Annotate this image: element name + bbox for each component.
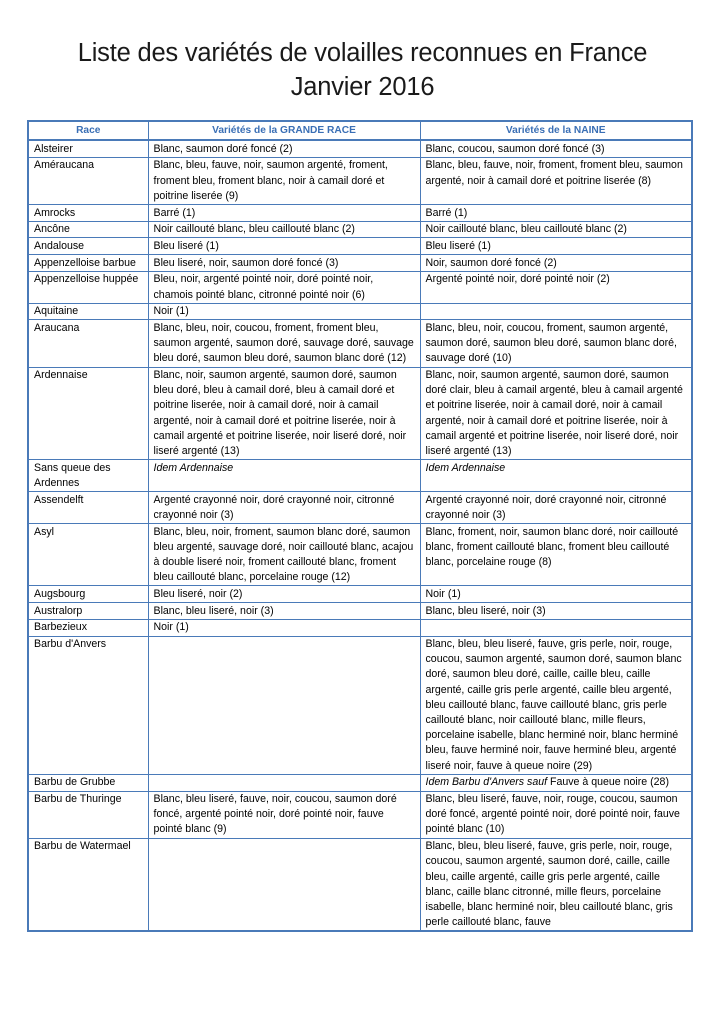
- table-row: [28, 205, 692, 222]
- cell-grande: [148, 774, 420, 791]
- cell-naine: [420, 303, 692, 320]
- table-row: [28, 524, 692, 586]
- table-row: [28, 492, 692, 524]
- cell-race: Augsbourg: [28, 586, 148, 603]
- cell-grande: Barré (1): [148, 205, 420, 222]
- cell-naine-suffix: Fauve à queue noire (28): [547, 776, 669, 789]
- cell-naine: Blanc, noir, saumon argenté, saumon doré, saumon doré clair, bleu à camail argenté, bleu à camail argenté et poitrine liserée, noir à camail doré, noir à camail argenté, noir à camail doré et poitrine liserée, noir à camail argenté et poitrine liserée, noir liseré doré, noir liseré argenté (13): [420, 367, 692, 460]
- table-row: [28, 774, 692, 791]
- cell-race: Appenzelloise huppée: [28, 271, 148, 303]
- cell-grande: Blanc, saumon doré foncé (2): [148, 140, 420, 157]
- cell-grande: Blanc, bleu liseré, fauve, noir, coucou, saumon doré foncé, argenté pointé noir, doré pointé noir, fauve pointé blanc (9): [148, 791, 420, 838]
- cell-naine: Noir, saumon doré foncé (2): [420, 255, 692, 272]
- table-row: [28, 838, 692, 931]
- cell-race: Assendelft: [28, 492, 148, 524]
- table-row: [28, 271, 692, 303]
- cell-race: Barbu de Grubbe: [28, 774, 148, 791]
- cell-naine: Blanc, bleu, noir, coucou, froment, saumon argenté, saumon doré, saumon bleu doré, saumon blanc doré, sauvage doré (10): [420, 320, 692, 367]
- title-line-2: Janvier 2016: [290, 73, 435, 101]
- cell-naine-italic-prefix: Idem Barbu d'Anvers sauf: [425, 776, 548, 789]
- cell-naine: Blanc, bleu liseré, fauve, noir, rouge, coucou, saumon doré foncé, argenté pointé noir, doré pointé noir, fauve pointé blanc (10): [420, 791, 692, 838]
- cell-naine: Blanc, froment, noir, saumon blanc doré, noir caillouté blanc, froment caillouté blanc, froment bleu caillouté blanc, porcelaine rouge (8): [420, 524, 692, 586]
- cell-naine: Bleu liseré (1): [420, 238, 692, 255]
- cell-grande: Noir (1): [148, 619, 420, 636]
- cell-grande: Noir (1): [148, 303, 420, 320]
- cell-race: Asyl: [28, 524, 148, 586]
- cell-race: Barbu de Thuringe: [28, 791, 148, 838]
- table-row: [28, 303, 692, 320]
- header-grande-race: Variétés de la GRANDE RACE: [148, 121, 420, 140]
- cell-grande: Blanc, bleu, noir, froment, saumon blanc doré, saumon bleu argenté, sauvage doré, noir caillouté blanc, acajou à double liseré noir, froment caillouté blanc, froment bleu caillouté blanc, porcelaine rouge (12): [148, 524, 420, 586]
- cell-naine: Noir caillouté blanc, bleu caillouté blanc (2): [420, 221, 692, 238]
- cell-race: Ardennaise: [28, 367, 148, 460]
- cell-grande: Bleu, noir, argenté pointé noir, doré pointé noir, chamois pointé blanc, citronné pointé noir (6): [148, 271, 420, 303]
- cell-naine: [420, 774, 692, 791]
- cell-grande: Noir caillouté blanc, bleu caillouté blanc (2): [148, 221, 420, 238]
- cell-race: Barbu de Watermael: [28, 838, 148, 931]
- table-row: [28, 255, 692, 272]
- table-row: [28, 636, 692, 774]
- cell-grande: [148, 838, 420, 931]
- cell-naine: Blanc, coucou, saumon doré foncé (3): [420, 140, 692, 157]
- cell-grande: Blanc, bleu, fauve, noir, saumon argenté, froment, froment bleu, froment blanc, noir à camail doré et poitrine liserée (9): [148, 157, 420, 204]
- cell-race: Ancône: [28, 221, 148, 238]
- table-row: [28, 586, 692, 603]
- cell-race: Améraucana: [28, 157, 148, 204]
- table-header-row: [28, 121, 692, 140]
- cell-race: Sans queue des Ardennes: [28, 460, 148, 492]
- cell-naine: Argenté pointé noir, doré pointé noir (2): [420, 271, 692, 303]
- cell-grande: Blanc, bleu, noir, coucou, froment, froment bleu, saumon argenté, saumon doré, sauvage doré, sauvage bleu doré, saumon bleu doré, saumon blanc doré (12): [148, 320, 420, 367]
- cell-grande: [148, 636, 420, 774]
- table-row: [28, 791, 692, 838]
- table-row: [28, 367, 692, 460]
- table-row: [28, 619, 692, 636]
- cell-naine: Blanc, bleu, bleu liseré, fauve, gris perle, noir, rouge, coucou, saumon argenté, saumon doré, caille, caille bleu, caille argenté, caille gris perle argenté, caille blanc, caille blanc citronné, mille fleurs, porcelaine isabelle, blanc herminé noir, bleu caillouté blanc, gris perle caillouté blanc, fauve: [420, 838, 692, 931]
- cell-naine: Argenté crayonné noir, doré crayonné noir, citronné crayonné noir (3): [420, 492, 692, 524]
- cell-grande: Bleu liseré, noir (2): [148, 586, 420, 603]
- cell-race: Aquitaine: [28, 303, 148, 320]
- cell-naine: Noir (1): [420, 586, 692, 603]
- breeds-table: [27, 120, 693, 932]
- header-naine: Variétés de la NAINE: [420, 121, 692, 140]
- cell-grande: Argenté crayonné noir, doré crayonné noir, citronné crayonné noir (3): [148, 492, 420, 524]
- table-row: [28, 157, 692, 204]
- table-row: [28, 140, 692, 157]
- cell-naine: Idem Ardennaise: [420, 460, 692, 492]
- cell-race: Amrocks: [28, 205, 148, 222]
- table-row: [28, 320, 692, 367]
- cell-grande: Blanc, bleu liseré, noir (3): [148, 603, 420, 620]
- cell-race: Barbu d'Anvers: [28, 636, 148, 774]
- cell-naine: [420, 619, 692, 636]
- table-row: [28, 603, 692, 620]
- cell-race: Australorp: [28, 603, 148, 620]
- cell-race: Araucana: [28, 320, 148, 367]
- cell-race: Barbezieux: [28, 619, 148, 636]
- cell-grande: Bleu liseré (1): [148, 238, 420, 255]
- header-race: Race: [28, 121, 148, 140]
- title-line-1: Liste des variétés de volailles reconnues en France: [77, 39, 648, 67]
- cell-grande: Idem Ardennaise: [148, 460, 420, 492]
- cell-race: Andalouse: [28, 238, 148, 255]
- cell-grande: Blanc, noir, saumon argenté, saumon doré, saumon bleu doré, bleu à camail doré, bleu à camail doré et poitrine liserée, noir à camail doré, noir à camail argenté, noir à camail doré et poitrine liserée, noir à camail argenté et poitrine liserée, noir liseré doré, noir liseré argenté (13): [148, 367, 420, 460]
- page-title: [0, 36, 725, 104]
- cell-naine: Blanc, bleu, fauve, noir, froment, froment bleu, saumon argenté, noir à camail doré et poitrine liserée (8): [420, 157, 692, 204]
- cell-race: Appenzelloise barbue: [28, 255, 148, 272]
- cell-race: Alsteirer: [28, 140, 148, 157]
- cell-naine: Blanc, bleu liseré, noir (3): [420, 603, 692, 620]
- cell-grande: Bleu liseré, noir, saumon doré foncé (3): [148, 255, 420, 272]
- cell-naine: Barré (1): [420, 205, 692, 222]
- table-row: [28, 460, 692, 492]
- table-row: [28, 238, 692, 255]
- cell-naine: Blanc, bleu, bleu liseré, fauve, gris perle, noir, rouge, coucou, saumon argenté, saumon doré, saumon blanc doré, saumon bleu doré, caille, caille bleu, caille argenté, caille gris perle argenté, caille bleu argenté, bleu caillouté blanc, fauve caillouté blanc, gris perle caillouté blanc, noir caillouté blanc, mille fleurs, porcelaine isabelle, blanc herminé noir, blanc herminé bleu, fauve herminé noir, fauve herminé bleu, argenté liseré noir, fauve à queue noire (29): [420, 636, 692, 774]
- table-row: [28, 221, 692, 238]
